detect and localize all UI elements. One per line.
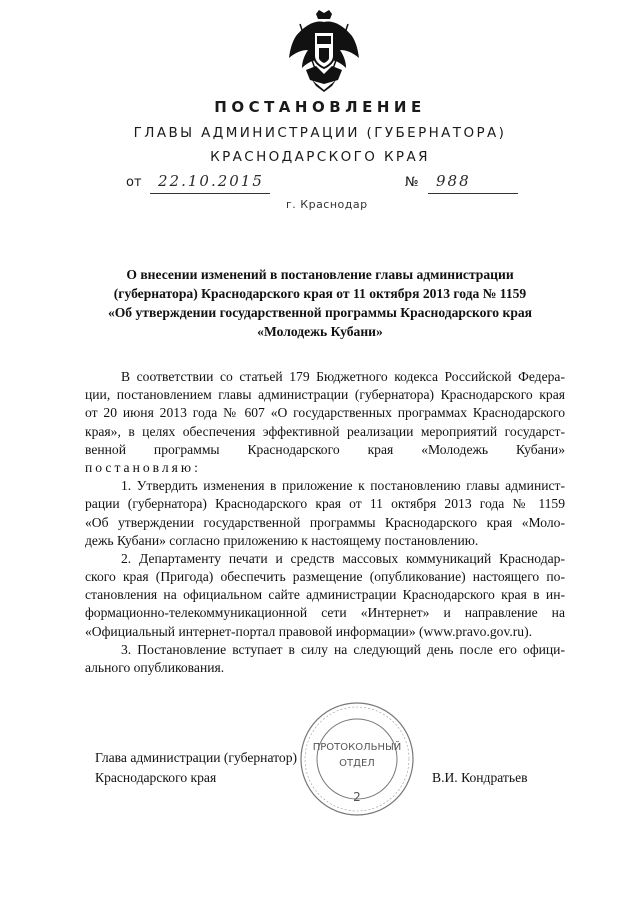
body-line: 1. Утвердить изменения в приложение к постановлению главы админист- <box>121 478 565 494</box>
title-line: «Об утверждении государственной программы Краснодарского края <box>107 305 533 320</box>
body-line: ского края (Пригода) обеспечить размещение (опубликование) настоящего по- <box>85 569 565 585</box>
body-line: от 20 июня 2013 года № 607 «О государственных программах Краснодарского <box>85 405 565 421</box>
body-line: становления на официальном сайте администрации Краснодарского края в ин- <box>85 587 565 603</box>
title-line: О внесении изменений в постановление главы администрации <box>126 267 514 282</box>
body-line: 2. Департаменту печати и средств массовых коммуникаций Краснодар- <box>121 550 565 566</box>
body-line: дежь Кубани» согласно приложению к настоящему постановлению. <box>85 532 479 548</box>
number-underline <box>428 193 518 194</box>
date-underline <box>150 193 270 194</box>
title-line: (губернатора) Краснодарского края от 11 октября 2013 года № 1159 <box>113 286 527 301</box>
document-date: 22.10.2015 <box>158 172 264 190</box>
body-line: В соответствии со статьей 179 Бюджетного кодекса Российской Федера- <box>121 369 565 384</box>
body-line: ального опубликования. <box>85 660 225 675</box>
signer-name: В.И. Кондратьев <box>432 770 528 785</box>
resolution-word: постановляю: <box>85 459 201 475</box>
document-type-heading: ПОСТАНОВЛЕНИЕ <box>214 98 426 116</box>
body-line: 3. Постановление вступает в силу на следующий день после его офици- <box>121 641 565 657</box>
signer-position-line2: Краснодарского края <box>95 770 217 785</box>
coat-of-arms-emblem <box>286 10 362 92</box>
document-number: 988 <box>436 172 471 190</box>
stamp-text-line1: ПРОТОКОЛЬНЫЙ <box>312 742 402 753</box>
body-line: ции, постановлением главы администрации (губернатора) Краснодарского края <box>85 387 565 403</box>
body-line: венной программы Краснодарского края «Молодежь Кубани» <box>85 441 565 457</box>
issuer-heading-line2: КРАСНОДАРСКОГО КРАЯ <box>210 149 430 165</box>
body-line: формационно-телекоммуникационной сети «Интернет» и направление на <box>85 605 565 621</box>
body-line: «Официальный интернет-портал правовой информации» (www.pravo.gov.ru). <box>85 623 533 639</box>
body-line: «Об утверждении государственной программы Краснодарского края «Моло- <box>85 514 565 530</box>
stamp-number: 2 <box>353 790 361 804</box>
stamp-text-line2: ОТДЕЛ <box>339 758 375 769</box>
title-line: «Молодежь Кубани» <box>257 324 383 339</box>
issuer-heading-line1: ГЛАВЫ АДМИНИСТРАЦИИ (ГУБЕРНАТОРА) <box>133 125 507 141</box>
number-prefix: № <box>405 175 419 190</box>
signer-position-line1: Глава администрации (губернатор) <box>95 750 298 765</box>
date-prefix: от <box>126 175 142 190</box>
body-line: края», в целях обеспечения эффективной реализации мероприятий государст- <box>85 423 565 439</box>
body-line: рации (губернатора) Краснодарского края от 11 октября 2013 года № 1159 <box>85 496 565 512</box>
document-title <box>80 265 560 341</box>
document-body <box>85 368 565 677</box>
issue-city: г. Краснодар <box>286 198 368 211</box>
